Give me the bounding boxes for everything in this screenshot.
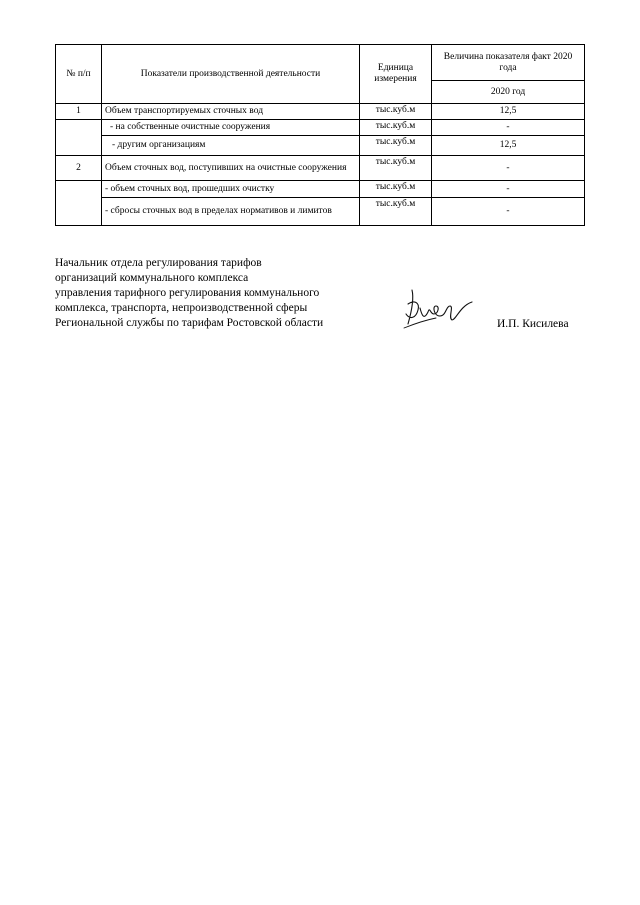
signatory-line: Региональной службы по тарифам Ростовской области bbox=[55, 317, 324, 329]
table-row bbox=[56, 104, 585, 120]
row-indicator: Объем транспортируемых сточных вод bbox=[102, 104, 360, 120]
header-num: № п/п bbox=[56, 45, 102, 104]
table-row bbox=[56, 198, 585, 226]
row-num bbox=[56, 181, 102, 226]
handwritten-signature bbox=[400, 284, 475, 330]
row-value: - bbox=[432, 181, 585, 198]
row-unit: тыс.куб.м bbox=[360, 120, 432, 136]
signatory-line: управления тарифного регулирования коммунального bbox=[55, 287, 320, 299]
row-unit: тыс.куб.м bbox=[360, 198, 432, 226]
signatory-name: И.П. Кисилева bbox=[497, 318, 569, 330]
row-value: - bbox=[432, 198, 585, 226]
row-unit: тыс.куб.м bbox=[360, 136, 432, 156]
row-value: - bbox=[432, 120, 585, 136]
row-unit: тыс.куб.м bbox=[360, 156, 432, 181]
signatory-line: организаций коммунального комплекса bbox=[55, 272, 249, 284]
row-indicator: - объем сточных вод, прошедших очистку bbox=[102, 181, 360, 198]
row-value: - bbox=[432, 156, 585, 181]
header-year: 2020 год bbox=[432, 81, 585, 104]
indicators-table bbox=[55, 44, 585, 226]
table-row bbox=[56, 181, 585, 198]
row-num: 2 bbox=[56, 156, 102, 181]
header-unit: Единица измерения bbox=[360, 45, 432, 104]
signatory-title bbox=[55, 256, 355, 331]
row-num: 1 bbox=[56, 104, 102, 120]
row-num bbox=[56, 120, 102, 156]
row-unit: тыс.куб.м bbox=[360, 181, 432, 198]
row-indicator: - сбросы сточных вод в пределах нормативов и лимитов bbox=[102, 198, 360, 226]
row-indicator: - другим организациям bbox=[102, 136, 360, 156]
header-value-group: Величина показателя факт 2020 года bbox=[432, 45, 585, 81]
table-row bbox=[56, 136, 585, 156]
header-indicator: Показатели производственной деятельности bbox=[102, 45, 360, 104]
row-indicator: Объем сточных вод, поступивших на очистные сооружения bbox=[102, 156, 360, 181]
row-value: 12,5 bbox=[432, 104, 585, 120]
row-unit: тыс.куб.м bbox=[360, 104, 432, 120]
signatory-line: Начальник отдела регулирования тарифов bbox=[55, 257, 262, 269]
table-row bbox=[56, 156, 585, 181]
row-indicator: - на собственные очистные сооружения bbox=[102, 120, 360, 136]
signatory-line: комплекса, транспорта, непроизводственной сферы bbox=[55, 302, 308, 314]
row-value: 12,5 bbox=[432, 136, 585, 156]
table-row bbox=[56, 120, 585, 136]
